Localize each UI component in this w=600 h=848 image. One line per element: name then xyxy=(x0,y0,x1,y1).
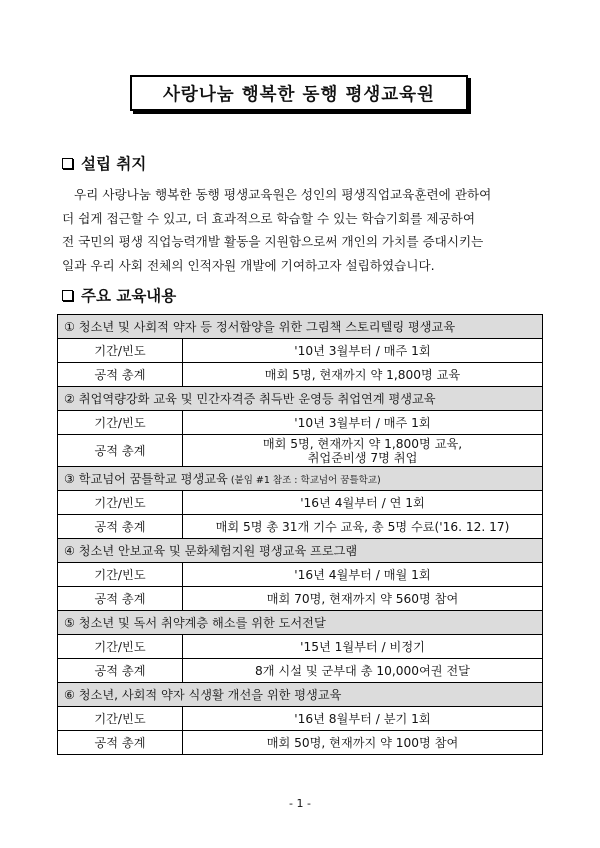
program-detail-row xyxy=(58,659,543,683)
section-heading-purpose-text: 설립 취지 xyxy=(81,155,147,173)
program-detail-row xyxy=(58,587,543,611)
program-title-row xyxy=(58,683,543,707)
section-heading-purpose xyxy=(62,152,146,174)
detail-value-cell xyxy=(183,707,543,731)
program-detail-row xyxy=(58,435,543,467)
program-title: ⑤ 청소년 및 독서 취약계층 해소를 위한 도서전달 xyxy=(64,616,326,630)
detail-value: '10년 3월부터 / 매주 1회 xyxy=(294,343,431,358)
detail-value: '15년 1월부터 / 비정기 xyxy=(300,639,425,654)
paragraph-line: 전 국민의 평생 직업능력개발 활동을 지원함으로써 개인의 가치를 증대시키는 xyxy=(62,234,484,249)
detail-value: 매회 5명, 현재까지 약 1,800명 교육, xyxy=(262,436,463,451)
paragraph-line: 더 쉽게 접근할 수 있고, 더 효과적으로 학습할 수 있는 학습기회를 제공하여 xyxy=(62,210,476,226)
detail-label: 기간/빈도 xyxy=(58,635,183,659)
program-detail-row xyxy=(58,515,543,539)
program-title-row xyxy=(58,387,543,411)
checkbox-square-icon xyxy=(62,158,73,169)
program-title: ④ 청소년 안보교육 및 문화체험지원 평생교육 프로그램 xyxy=(64,544,358,558)
detail-value: '16년 8월부터 / 분기 1회 xyxy=(294,711,431,726)
program-detail-row xyxy=(58,563,543,587)
detail-label: 기간/빈도 xyxy=(58,563,183,587)
detail-label: 공적 총계 xyxy=(58,435,183,467)
program-title-cell xyxy=(58,467,543,491)
document-title xyxy=(130,75,468,111)
detail-value: '10년 3월부터 / 매주 1회 xyxy=(294,415,431,430)
program-title-cell xyxy=(58,683,543,707)
document-title-text: 사랑나눔 행복한 동행 평생교육원 xyxy=(163,84,435,105)
checkbox-square-icon xyxy=(62,290,73,301)
detail-value: 매회 5명, 현재까지 약 1,800명 교육 xyxy=(264,367,461,382)
detail-value-cell xyxy=(183,659,543,683)
detail-value-cell xyxy=(183,363,543,387)
detail-value-cell xyxy=(183,515,543,539)
detail-value-cell xyxy=(183,563,543,587)
section-heading-programs xyxy=(62,284,176,306)
program-title: ③ 학교넘어 꿈틀학교 평생교육 xyxy=(64,472,228,486)
detail-value-cell xyxy=(183,731,543,755)
program-title-row xyxy=(58,539,543,563)
detail-label: 기간/빈도 xyxy=(58,339,183,363)
program-note: (붙임 #1 참조 : 학교넘어 꿈틀학교) xyxy=(230,475,381,486)
program-title: ② 취업역량강화 교육 및 민간자격증 취득반 운영등 취업연계 평생교육 xyxy=(64,392,436,406)
programs-table xyxy=(57,314,543,755)
detail-label: 기간/빈도 xyxy=(58,411,183,435)
program-title: ⑥ 청소년, 사회적 약자 식생활 개선을 위한 평생교육 xyxy=(64,688,342,702)
program-detail-row xyxy=(58,339,543,363)
detail-value: 매회 5명 총 31개 기수 교육, 총 5명 수료('16. 12. 17) xyxy=(215,519,510,534)
detail-value: '16년 4월부터 / 매월 1회 xyxy=(294,567,431,582)
program-detail-row xyxy=(58,707,543,731)
detail-value-cell xyxy=(183,411,543,435)
purpose-paragraph xyxy=(62,183,542,277)
program-title-row xyxy=(58,467,543,491)
detail-label: 기간/빈도 xyxy=(58,707,183,731)
program-title-cell xyxy=(58,539,543,563)
program-title: ① 청소년 및 사회적 약자 등 정서함양을 위한 그림책 스토리텔링 평생교육 xyxy=(64,320,456,334)
detail-value: 매회 50명, 현재까지 약 100명 참여 xyxy=(266,735,459,750)
detail-label: 공적 총계 xyxy=(58,587,183,611)
detail-value-cell xyxy=(183,339,543,363)
program-detail-row xyxy=(58,635,543,659)
program-title-row xyxy=(58,315,543,339)
paragraph-line: 일과 우리 사회 전체의 인적자원 개발에 기여하고자 설립하였습니다. xyxy=(62,257,435,273)
detail-label: 공적 총계 xyxy=(58,515,183,539)
detail-value-cell xyxy=(183,435,543,467)
program-detail-row xyxy=(58,363,543,387)
program-detail-row xyxy=(58,411,543,435)
program-detail-row xyxy=(58,491,543,515)
program-detail-row xyxy=(58,731,543,755)
detail-value: 8개 시설 및 군부대 총 10,000여권 전달 xyxy=(255,663,470,678)
detail-value: 매회 70명, 현재까지 약 560명 참여 xyxy=(266,591,459,606)
detail-label: 공적 총계 xyxy=(58,659,183,683)
detail-value-cell xyxy=(183,491,543,515)
detail-value: '16년 4월부터 / 연 1회 xyxy=(300,495,425,510)
detail-label: 공적 총계 xyxy=(58,363,183,387)
section-heading-programs-text: 주요 교육내용 xyxy=(81,287,177,305)
program-title-cell xyxy=(58,387,543,411)
detail-value-cell xyxy=(183,587,543,611)
detail-value-secondary: 취업준비생 7명 취업 xyxy=(307,450,418,465)
page-number: - 1 - xyxy=(289,797,311,810)
paragraph-line: 우리 사랑나눔 행복한 동행 평생교육원은 성인의 평생직업교육훈련에 관하여 xyxy=(74,187,492,202)
detail-label: 기간/빈도 xyxy=(58,491,183,515)
detail-label: 공적 총계 xyxy=(58,731,183,755)
program-title-cell xyxy=(58,315,543,339)
program-title-row xyxy=(58,611,543,635)
detail-value-cell xyxy=(183,635,543,659)
program-title-cell xyxy=(58,611,543,635)
